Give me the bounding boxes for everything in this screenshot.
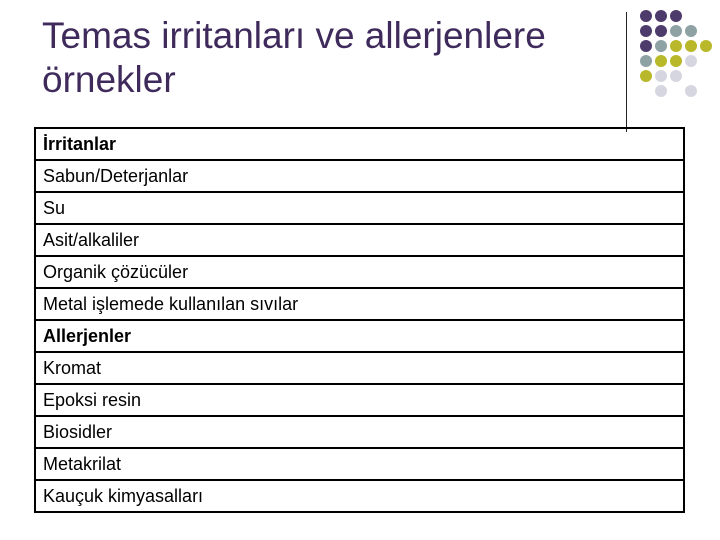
table-row-header-allergens: Allerjenler (36, 319, 683, 351)
decorative-dot (640, 55, 652, 67)
table-row: Biosidler (36, 415, 683, 447)
decorative-dot (655, 85, 667, 97)
decorative-dot (670, 25, 682, 37)
decorative-dot (685, 70, 697, 82)
decorative-dot (670, 40, 682, 52)
decorative-dot (670, 70, 682, 82)
examples-table (34, 127, 685, 513)
table-row: Metakrilat (36, 447, 683, 479)
table-row: Su (36, 191, 683, 223)
title-divider (626, 12, 627, 132)
table-row: Asit/alkaliler (36, 223, 683, 255)
table-row: Kauçuk kimyasalları (36, 479, 683, 511)
decorative-dot (700, 55, 712, 67)
decorative-dot (670, 85, 682, 97)
table-row: Organik çözücüler (36, 255, 683, 287)
decorative-dot (700, 70, 712, 82)
slide-title: Temas irritanları ve allerjenlere örnekler (42, 15, 546, 100)
table-row: Kromat (36, 351, 683, 383)
decorative-dot (685, 10, 697, 22)
table-row: Metal işlemede kullanılan sıvılar (36, 287, 683, 319)
decorative-dot (640, 25, 652, 37)
decorative-dot-grid (640, 10, 713, 98)
table-row-header-irritants: İrritanlar (43, 133, 117, 154)
decorative-dot (700, 40, 712, 52)
decorative-dot (685, 40, 697, 52)
decorative-dot (685, 85, 697, 97)
decorative-dot (640, 40, 652, 52)
table-row: Sabun/Deterjanlar (36, 159, 683, 191)
decorative-dot (670, 55, 682, 67)
decorative-dot (700, 85, 712, 97)
decorative-dot (640, 85, 652, 97)
decorative-dot (670, 10, 682, 22)
decorative-dot (655, 10, 667, 22)
decorative-dot (655, 25, 667, 37)
decorative-dot (685, 55, 697, 67)
decorative-dot (700, 10, 712, 22)
decorative-dot (655, 40, 667, 52)
decorative-dot (655, 70, 667, 82)
decorative-dot (640, 70, 652, 82)
decorative-dot (700, 25, 712, 37)
decorative-dot (655, 55, 667, 67)
table-row: Epoksi resin (36, 383, 683, 415)
decorative-dot (640, 10, 652, 22)
decorative-dot (685, 25, 697, 37)
